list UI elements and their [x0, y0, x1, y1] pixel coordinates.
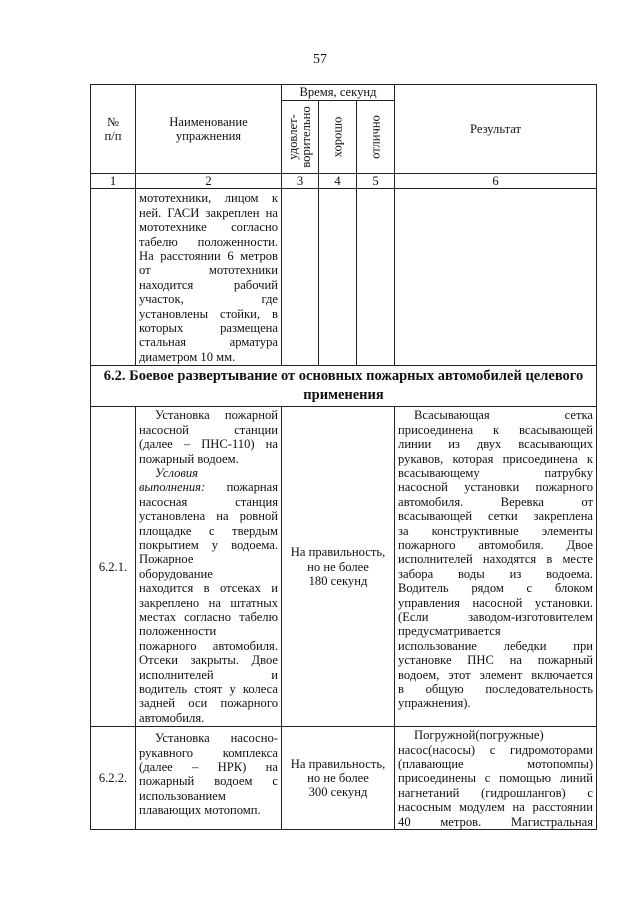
header-satisfactory: удовлет- ворительно: [282, 101, 319, 174]
exercise-number: 6.2.2.: [91, 727, 136, 830]
exercise-norm: На правильность, но не более 300 секунд: [282, 727, 395, 830]
exercise-result: Погружной(погружные) насос(насосы) с гидромоторами (плавающие мотопомпы) присоединены с помощью линий нагнетаний (гидрошлангов) с насосным модулем на расстоянии 40 метров. Магистральная: [395, 727, 597, 830]
section-heading-row: [91, 366, 597, 407]
colnum-3: 3: [282, 174, 319, 189]
exercise-norm: На правильность, но не более 180 секунд: [282, 407, 395, 727]
exercise-row-6-2-1: [91, 407, 597, 727]
exercise-number: 6.2.1.: [91, 407, 136, 727]
colnum-4: 4: [319, 174, 357, 189]
exercise-result: Всасывающая сетка присоединена к всасывающей линии из двух всасывающих рукавов, которая присоединена к всасывающему патрубку насосной установки пожарного автомобиля. Веревка от всасывающей сетки закреплена за конструктивные элементы пожарного автомобиля. Двое исполнителей находятся в месте забора воды из водоема. Водитель рядом с блоком управления насосной установки. (Если заводом-изготовителем предусматривается использование лебедки при установке ПНС на пожарный водоем, этот элемент включается в общую последовательность упражнения).: [395, 407, 597, 727]
colnum-5: 5: [357, 174, 395, 189]
colnum-2: 2: [136, 174, 282, 189]
table-header-row: [91, 85, 597, 101]
exercise-name: Установка насосно- рукавного комплекса (далее – НРК) на пожарный водоем с использованием плавающих мотопомп.: [136, 727, 282, 830]
exercise-row-6-2-2: [91, 727, 597, 830]
exercise-name: Установка пожарной насосной станции (далее – ПНС-110) на пожарный водоем. Условия выполнения: пожарная насосная станция установлена на ровной площадке с твердым покрытием у водоема. Пожарное оборудование находится в отсеках и закреплено на штатных местах согласно табелю положенности пожарного автомобиля. Отсеки закрыты. Двое исполнителей и водитель стоят у колеса задней оси пожарного автомобиля.: [136, 407, 282, 727]
header-excellent: отлично: [357, 101, 395, 174]
colnum-1: 1: [91, 174, 136, 189]
page-number: 57: [313, 52, 327, 67]
exercise-table: [90, 84, 597, 830]
continuation-row: [91, 189, 597, 366]
section-heading: 6.2. Боевое развертывание от основных пожарных автомобилей целевого применения: [91, 366, 597, 407]
continuation-text: мототехники, лицом к ней. ГАСИ закреплен на мототехнике согласно табелю положенности. На расстоянии 6 метров от мототехники находится рабочий участок, где установлены стойки, в которых размещена стальная арматура диаметром 10 мм.: [136, 189, 282, 366]
column-number-row: [91, 174, 597, 189]
header-result: Результат: [395, 85, 597, 174]
header-num: № п/п: [91, 85, 136, 174]
header-good: хорошо: [319, 101, 357, 174]
colnum-6: 6: [395, 174, 597, 189]
header-time: Время, секунд: [282, 85, 395, 101]
header-exercise-name: Наименование упражнения: [136, 85, 282, 174]
